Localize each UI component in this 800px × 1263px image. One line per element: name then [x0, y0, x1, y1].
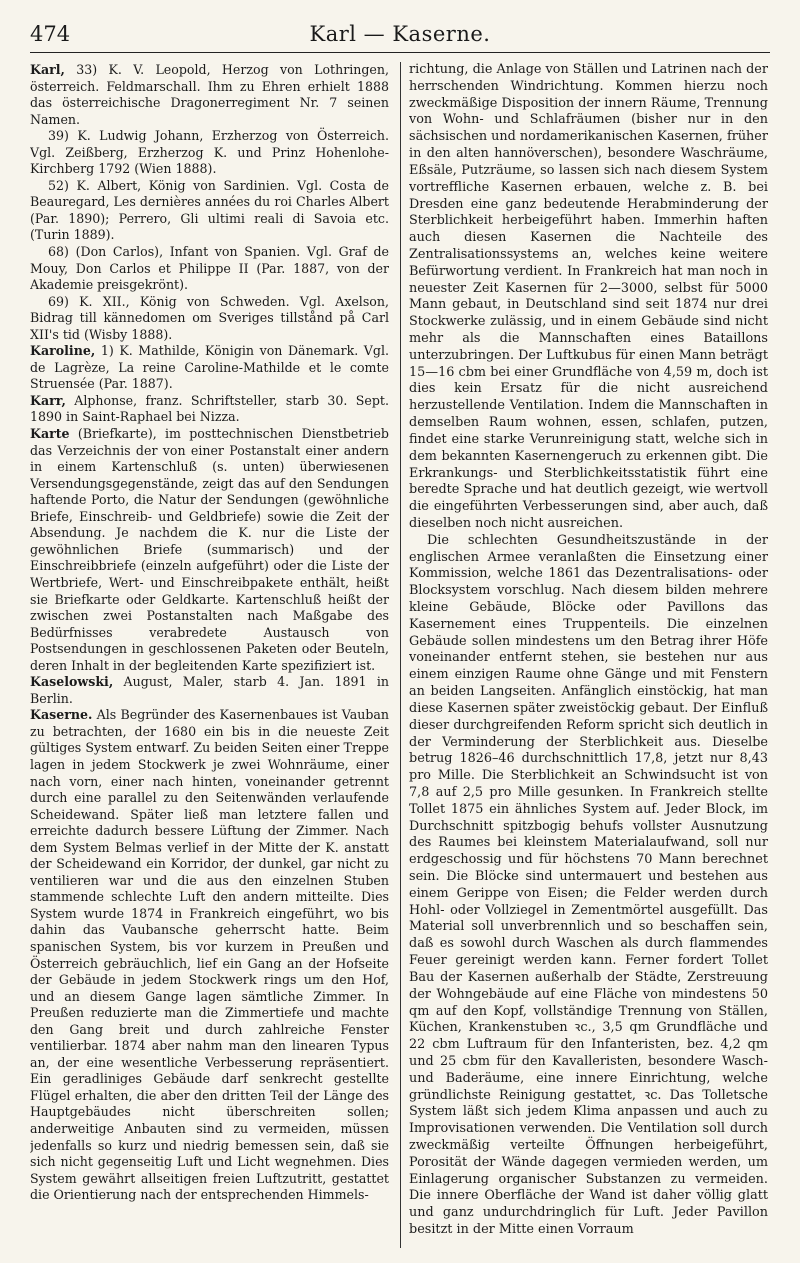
right-column	[409, 62, 768, 1248]
page-header	[30, 22, 770, 53]
sub-entry: 39) K. Ludwig Johann, Erzherzog von Österreich. Vgl. Zeißberg, Erzherzog K. und Prinz Hohenlohe-Kirchberg 1792 (Wien 1888).	[30, 128, 389, 177]
entry-kaselowski	[30, 674, 389, 707]
sub-entry: 52) K. Albert, König von Sardinien. Vgl. Costa de Beauregard, Les dernières années du roi Charles Albert (Par. 1890); Perrero, Gli ultimi reali di Savoia etc. (Turin 1889).	[30, 177, 389, 243]
entry-karl	[30, 62, 389, 128]
headword: Kaselowski,	[30, 674, 114, 690]
page-number: 474	[30, 22, 71, 46]
entry-text: Als Begründer des Kasernenbaues ist Vauban zu betrachten, der 1680 ein bis in die neueste Zeit gültiges System entwarf. Zu beiden Seiten einer Treppe lagen in jedem Stockwerk je zwei Wohnräume, einer nach vorn, einer nach hinten, voneinander getrennt durch eine parallel zu den Seitenwänden verlaufende Scheidewand. Später ließ man letztere fallen und erreichte dadurch bessere Lüftung der Zimmer. Nach dem System Belmas verlief in der Mitte der K. anstatt der Scheidewand ein Korridor, der dunkel, gar nicht zu ventilieren war und die aus den einzelnen Stuben stammende schlechte Luft den andern mitteilte. Dies System wurde 1874 in Frankreich eingeführt, wo bis dahin das Vaubansche geherrscht hatte. Beim spanischen System, bis vor kurzem in Preußen und Österreich gebräuchlich, lief ein Gang an der Hofseite der Gebäude in jedem Stockwerk rings um den Hof, und an diesem Gange lagen sämtliche Zimmer. In Preußen reduzierte man die Zimmertiefe und machte den Gang breit und durch zahlreiche Fenster ventilierbar. 1874 aber nahm man den linearen Typus an, der eine wesentliche Verbesserung repräsentiert. Ein geradliniges Gebäude darf senkrecht gestellte Flügel erhalten, die aber den dritten Teil der Länge des Hauptgebäudes nicht überschreiten sollen; anderweitige Anbauten sind zu vermeiden, müssen jedenfalls so kurz und niedrig bemessen sein, daß sie sich nicht gegenseitig Luft und Licht wegnehmen. Dies System gewährt allseitigen freien Luftzutritt, gestattet die Orientierung nach der entsprechenden Himmels-	[30, 707, 389, 1203]
sub-entry: 69) K. XII., König von Schweden. Vgl. Axelson, Bidrag till kännedomen om Sveriges tillstånd på Carl XII's tid (Wisby 1888).	[30, 293, 389, 342]
paragraph: Die schlechten Gesundheitszustände in der englischen Armee veranlaßten die Einsetzung einer Kommission, welche 1861 das Dezentralisations- oder Blocksystem vorschlug. Nach diesem bilden mehrere kleine Gebäude, Blöcke oder Pavillons das Kasernement eines Truppenteils. Die einzelnen Gebäude sollen mindestens um den Betrag ihrer Höfe voneinander entfernt stehen, sie bestehen nur aus einem einzigen Raume ohne Gänge und mit Fenstern an beiden Langseiten. Anfänglich einstöckig, hat man diese Kasernen später zweistöckig gebaut. Der Einfluß dieser durchgreifenden Reform spricht sich deutlich in der Verminderung der Sterblichkeit aus. Dieselbe betrug 1826–46 durchschnittlich 17,8, jetzt nur 8,43 pro Mille. Die Sterblichkeit an Schwindsucht ist von 7,8 auf 2,5 pro Mille gesunken. In Frankreich stellte Tollet 1875 ein ähnliches System auf. Jeder Block, im Durchschnitt spitzbogig behufs vollster Ausnutzung des Raumes bei kleinstem Materialaufwand, soll nur erdgeschossig und für höchstens 70 Mann berechnet sein. Die Blöcke sind untermauert und bestehen aus einem Gerippe von Eisen; die Felder werden durch Hohl- oder Vollziegel in Zementmörtel ausgefüllt. Das Material soll unverbrennlich und so beschaffen sein, daß es sowohl durch Waschen als durch flammendes Feuer gereinigt werden kann. Ferner fordert Tollet Bau der Kasernen außerhalb der Städte, Zerstreuung der Wohngebäude auf eine Fläche von mindestens 50 qm auf den Kopf, vollständige Trennung von Ställen, Küchen, Krankenstuben ꝛc., 3,5 qm Grundfläche und 22 cbm Luftraum für den Infanteristen, bez. 4,2 qm und 25 cbm für den Kavalleristen, besondere Wasch- und Baderäume, eine innere Einrichtung, welche gründlichste Reinigung gestattet, ꝛc. Das Tolletsche System läßt sich jedem Klima anpassen und auch zu Improvisationen verwenden. Die Ventilation soll durch zweckmäßig verteilte Öffnungen herbeigeführt, Porosität der Wände dagegen vermieden werden, um Einlagerung organischer Substanzen zu vermeiden. Die innere Oberfläche der Wand ist daher völlig glatt und ganz undurchdringlich für Luft. Jeder Pavillon besitzt in der Mitte einen Vorraum	[409, 532, 768, 1238]
entry-karoline	[30, 343, 389, 393]
paragraph-continued: richtung, die Anlage von Ställen und Latrinen nach der herrschenden Windrichtung. Kommen hierzu noch zweckmäßige Disposition der innern Räume, Trennung von Wohn- und Schlafräumen (bisher nur in den sächsischen und nordamerikanischen Kasernen, früher in den alten hannöverschen), besondere Waschräume, Eßsäle, Putzräume, so lassen sich nach diesem System vortreffliche Kasernen erbauen, welche z. B. bei Dresden eine ganz bedeutende Herabminderung der Sterblichkeit herbeigeführt haben. Immerhin haften auch diesen Kasernen die Nachteile des Zentralisationssystems an, welches keine weitere Befürwortung verdient. In Frankreich hat man noch in neuester Zeit Kasernen für 2—3000, selbst für 5000 Mann gebaut, in Deutschland sind seit 1874 nur drei Stockwerke zulässig, und in einem Gebäude sind nicht mehr als die Mannschaften eines Bataillons unterzubringen. Der Luftkubus für einen Mann beträgt 15—16 cbm bei einer Grundfläche von 4,59 m, doch ist dies kein Ersatz für die nicht ausreichend herzustellende Ventilation. Indem die Mannschaften in demselben Raum wohnen, essen, schlafen, putzen, findet eine starke Verunreinigung statt, welche sich in dem bekannten Kasernengeruch zu erkennen gibt. Die Erkrankungs- und Sterblichkeitsstatistik führt eine beredte Sprache und hat deutlich gezeigt, wie wertvoll die eingeführten Verbesserungen sind, aber auch, daß dieselben noch nicht ausreichen.	[409, 62, 768, 531]
entry-kaserne	[30, 707, 389, 1203]
headword: Kaserne.	[30, 707, 93, 723]
running-head: Karl — Kaserne.	[309, 22, 491, 46]
headword: Karl,	[30, 62, 65, 77]
sub-entry: 68) (Don Carlos), Infant von Spanien. Vgl. Graf de Mouy, Don Carlos et Philippe II (Par. 1887, von der Akademie preisgekrönt).	[30, 244, 389, 293]
left-column	[30, 62, 389, 1248]
headword: Karte	[30, 426, 70, 442]
entry-text: 1) K. Mathilde, Königin von Dänemark. Vgl. de Lagrèze, La reine Caroline-Mathilde et le comte Struensée (Par. 1887).	[30, 343, 389, 392]
entry-text: 33) K. V. Leopold, Herzog von Lothringen, österreich. Feldmarschall. Ihm zu Ehren erhielt 1888 das österreichische Dragonerregiment Nr. 7 seinen Namen.	[30, 62, 389, 127]
headword: Karr,	[30, 392, 66, 408]
entry-karr	[30, 393, 389, 426]
entry-text: August, Maler, starb 4. Jan. 1891 in Berlin.	[30, 674, 389, 706]
entry-text: Alphonse, franz. Schriftsteller, starb 30. Sept. 1890 in Saint-Raphael bei Nizza.	[30, 392, 389, 425]
headword: Karoline,	[30, 343, 96, 359]
column-divider	[400, 62, 401, 1248]
entry-text: (Briefkarte), im posttechnischen Dienstbetrieb das Verzeichnis der von einer Postanstalt einer andern in einem Kartenschluß (s. unten) überwiesenen Versendungsgegenstände, zeigt das auf den Sendungen haftende Porto, die Natur der Sendungen (gewöhnliche Briefe, Einschreib- und Geldbriefe) sowie die Zeit der Absendung. Je nachdem die K. nur die Liste der gewöhnlichen Briefe (summarisch) und der Einschreibbriefe (einzeln aufgeführt) oder die Liste der Wertbriefe, Wert- und Einschreibpakete enthält, heißt sie Briefkarte oder Geldkarte. Kartenschluß heißt der zwischen zwei Postanstalten nach Maßgabe des Bedürfnisses verabredete Austausch von Postsendungen in geschlossenen Paketen oder Beuteln, deren Inhalt in der begleitenden Karte spezifiziert ist.	[30, 426, 389, 673]
entry-karte	[30, 426, 389, 674]
